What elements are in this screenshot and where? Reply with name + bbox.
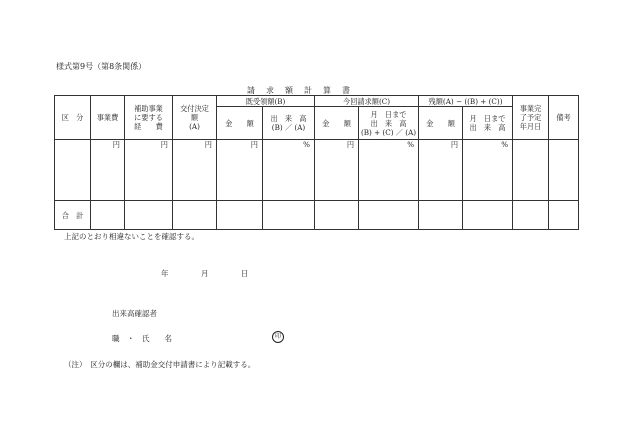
total-label: 合 計 <box>55 201 91 230</box>
cell-current-progress[interactable]: % <box>359 140 419 201</box>
data-row <box>55 140 579 201</box>
header-decided-amount: 交付決定 額 (A) <box>173 96 217 140</box>
subheader-current-amount: 金 額 <box>315 107 359 140</box>
total-remarks[interactable] <box>549 201 579 230</box>
subheader-received-progress: 出 来 高 (B) ／ (A) <box>263 107 315 140</box>
cell-received-amount[interactable]: 円 <box>217 140 263 201</box>
total-received-progress[interactable] <box>263 201 315 230</box>
header-category: 区 分 <box>55 96 91 140</box>
cell-remarks[interactable] <box>549 140 579 201</box>
subheader-current-progress: 月 日まで 出 来 高 (B) + (C) ／ (A) <box>359 107 419 140</box>
confirmation-statement: 上記のとおり相違ないことを確認する。 <box>64 232 199 241</box>
footnote: （注） 区分の欄は、補助金交付申請書により記載する。 <box>64 360 256 369</box>
header-current: 今回請求額(C) <box>315 96 419 107</box>
form-number: 様式第9号（第8条関係） <box>56 62 147 71</box>
total-project-cost[interactable] <box>91 201 125 230</box>
total-row <box>55 201 579 230</box>
header-remaining: 残額(A) − ((B) + (C)) <box>419 96 513 107</box>
confirmer-label: 出来高確認者 <box>112 309 157 318</box>
date-month-label: 月 <box>200 269 209 278</box>
header-remarks: 備考 <box>549 96 579 140</box>
header-row-1 <box>55 96 579 107</box>
cell-required-cost[interactable]: 円 <box>125 140 173 201</box>
title-name-label: 職 ・ 氏 名 <box>112 334 172 343</box>
cell-category[interactable] <box>55 140 91 201</box>
cell-received-progress[interactable]: % <box>263 140 315 201</box>
subheader-remaining-amount: 金 額 <box>419 107 463 140</box>
cell-remaining-amount[interactable]: 円 <box>419 140 463 201</box>
total-received-amount[interactable] <box>217 201 263 230</box>
header-received: 既受領額(B) <box>217 96 315 107</box>
header-completion-date: 事業完 了予定 年月日 <box>513 96 549 140</box>
cell-completion-date[interactable] <box>513 140 549 201</box>
total-current-amount[interactable] <box>315 201 359 230</box>
total-remaining-amount[interactable] <box>419 201 463 230</box>
subheader-remaining-progress: 月 日まで 出 来 高 <box>463 107 513 140</box>
header-project-cost: 事業費 <box>91 96 125 140</box>
document-title: 請求額計算書 <box>247 86 361 95</box>
cell-project-cost[interactable]: 円 <box>91 140 125 201</box>
total-required-cost[interactable] <box>125 201 173 230</box>
cell-remaining-progress[interactable]: % <box>463 140 513 201</box>
claim-table <box>54 95 579 230</box>
seal-mark: 印 <box>272 331 284 343</box>
total-completion-date[interactable] <box>513 201 549 230</box>
cell-current-amount[interactable]: 円 <box>315 140 359 201</box>
total-current-progress[interactable] <box>359 201 419 230</box>
subheader-received-amount: 金 額 <box>217 107 263 140</box>
date-line <box>161 268 248 279</box>
header-required-cost: 補助事業 に要する 経 費 <box>125 96 173 140</box>
cell-decided-amount[interactable]: 円 <box>173 140 217 201</box>
date-day-label: 日 <box>240 269 249 278</box>
date-year-label: 年 <box>161 269 169 278</box>
total-remaining-progress[interactable] <box>463 201 513 230</box>
total-decided-amount[interactable] <box>173 201 217 230</box>
